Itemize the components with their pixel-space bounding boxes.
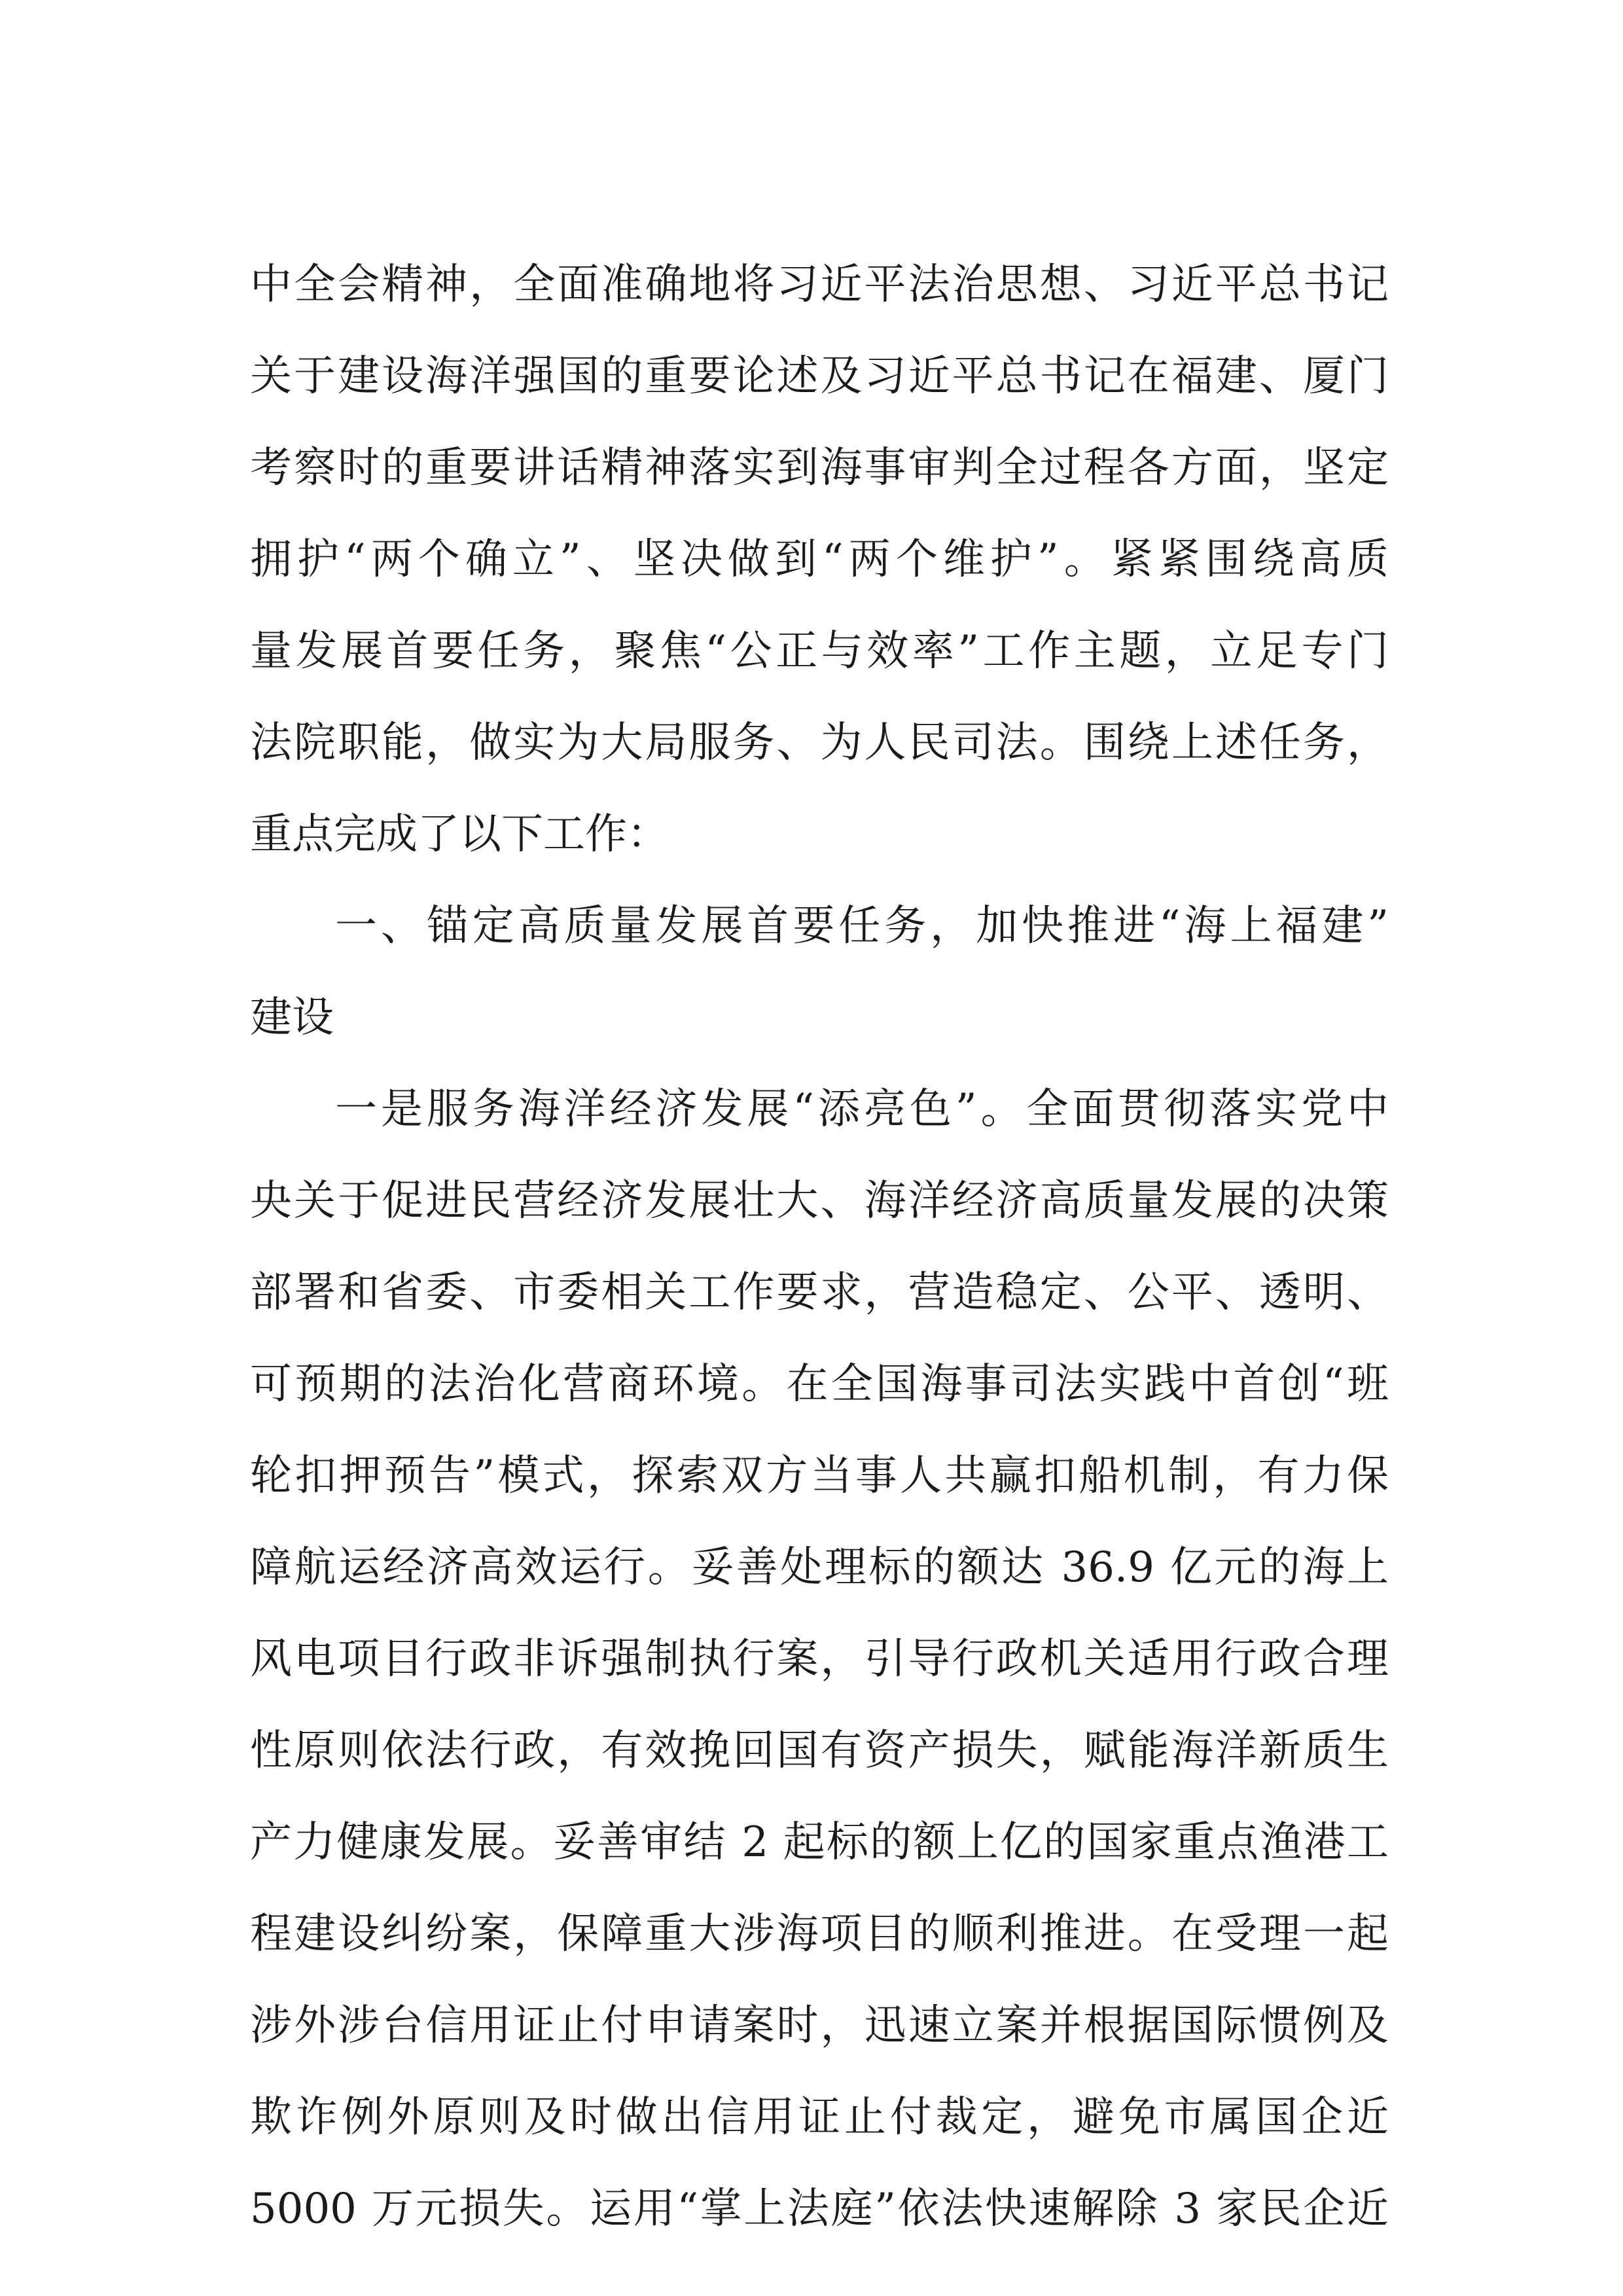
body-text-line: 一是服务海洋经济发展“添亮色”。全面贯彻落实党中 (335, 1085, 1389, 1134)
body-text-line: 拥护“两个确立”、坚决做到“两个维护”。紧紧围绕高质 (250, 535, 1389, 584)
body-text-line: 风电项目行政非诉强制执行案，引导行政机关适用行政合理 (250, 1635, 1389, 1683)
body-text-line: 法院职能，做实为大局服务、为人民司法。围绕上述任务， (250, 719, 1389, 767)
body-text-line: 欺诈例外原则及时做出信用证止付裁定，避免市属国企近 (250, 2093, 1389, 2142)
body-text-line: 重点完成了以下工作： (250, 810, 669, 859)
body-text-line: 产力健康发展。妥善审结 2 起标的额上亿的国家重点渔港工 (250, 1818, 1389, 1867)
body-text-line: 性原则依法行政，有效挽回国有资产损失，赋能海洋新质生 (250, 1727, 1389, 1775)
body-text-line: 5000 万元损失。运用“掌上法庭”依法快速解除 3 家民企近 (250, 2185, 1389, 2233)
body-text-line: 程建设纠纷案，保障重大涉海项目的顺利推进。在受理一起 (250, 1910, 1389, 1958)
body-text-line: 部署和省委、市委相关工作要求，营造稳定、公平、透明、 (250, 1268, 1389, 1317)
body-text-line: 可预期的法治化营商环境。在全国海事司法实践中首创“班 (250, 1360, 1389, 1408)
body-text-line: 涉外涉台信用证止付申请案时，迅速立案并根据国际惯例及 (250, 2001, 1389, 2050)
section-heading-line: 一、锚定高质量发展首要任务，加快推进“海上福建” (335, 902, 1389, 950)
body-text-line: 央关于促进民营经济发展壮大、海洋经济高质量发展的决策 (250, 1177, 1389, 1225)
body-text-line: 障航运经济高效运行。妥善处理标的额达 36.9 亿元的海上 (250, 1543, 1389, 1592)
body-text-line: 量发展首要任务，聚焦“公正与效率”工作主题，立足专门 (250, 627, 1389, 675)
body-text-line: 中全会精神，全面准确地将习近平法治思想、习近平总书记 (250, 260, 1389, 309)
section-heading-line: 建设 (250, 994, 334, 1042)
body-text-line: 轮扣押预告”模式，探索双方当事人共赢扣船机制，有力保 (250, 1452, 1389, 1500)
body-text-line: 关于建设海洋强国的重要论述及习近平总书记在福建、厦门 (250, 352, 1389, 401)
body-text-line: 考察时的重要讲话精神落实到海事审判全过程各方面，坚定 (250, 444, 1389, 492)
